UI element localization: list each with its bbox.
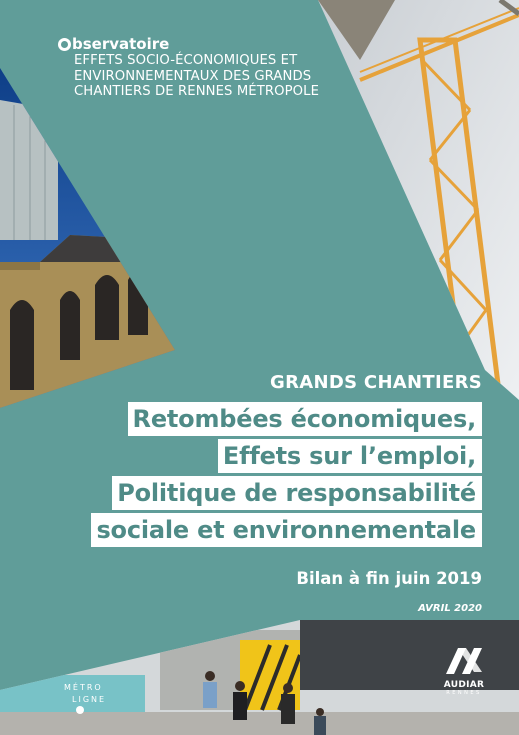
audiar-logo-icon	[444, 646, 484, 674]
publisher-city: RENNES	[446, 690, 482, 696]
title-line-2: Effets sur l’emploi,	[218, 439, 482, 473]
sign-ligne-text: LIGNE	[72, 695, 107, 704]
title-line-4: sociale et environnementale	[91, 513, 482, 547]
title-line-1: Retombées économiques,	[128, 402, 482, 436]
cover-kicker: GRANDS CHANTIERS	[270, 372, 482, 393]
cover-subtitle: Bilan à fin juin 2019	[296, 569, 482, 588]
observatory-line-1: EFFETS SOCIO-ÉCONOMIQUES ET	[74, 53, 298, 68]
observatory-header	[58, 36, 319, 100]
observatory-brand-text: bservatoire	[72, 35, 170, 53]
observatory-line-3: CHANTIERS DE RENNES MÉTROPOLE	[74, 84, 320, 99]
observatory-brand	[58, 36, 319, 53]
sign-metro-text: MÉTRO	[64, 683, 103, 692]
crane-photo	[318, 0, 519, 400]
cover-date: AVRIL 2020	[418, 603, 482, 614]
publisher-logo	[440, 646, 488, 696]
publisher-name: AUDIAR	[443, 680, 485, 690]
observatory-logo-icon	[58, 38, 71, 51]
cover-title	[91, 402, 482, 550]
sign-badge	[76, 706, 84, 714]
church-photo	[0, 60, 180, 410]
title-line-3: Politique de responsabilité	[112, 476, 482, 510]
observatory-line-2: ENVIRONNEMENTAUX DES GRANDS	[74, 68, 312, 84]
